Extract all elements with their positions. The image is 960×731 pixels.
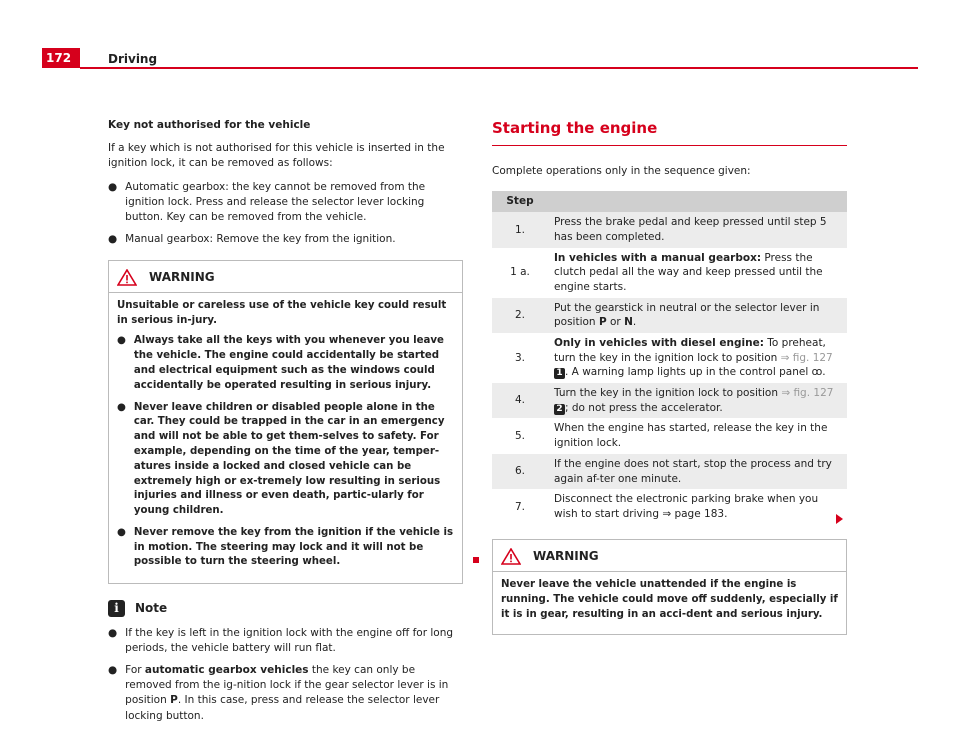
intro-text: If a key which is not authorised for this vehicle is inserted in the ignition lock, it can be removed as follows: [108,142,445,170]
page-number: 172 [42,48,80,68]
warning-title: WARNING [149,269,215,284]
step-column-header: Step [492,191,548,212]
right-column [492,118,847,635]
warning-text: Never leave the vehicle unattended if the engine is running. The vehicle could move off suddenly, especially if it is in gear, resulting in an acci-dent and serious injury. [501,578,838,620]
list-item: ● For automatic gearbox vehicles the key can only be removed from the ig-nition lock if the gear selector lever is in position P. In this case, press and release the selector lever locking button. [108,664,449,722]
table-row: 4. Turn the key in the ignition lock to position ⇒ fig. 127 2 ; do not press the accelerator. [492,383,847,418]
warning-header [109,261,462,293]
figure-reference: ⇒ fig. 127 [781,387,834,400]
table-row: 1. Press the brake pedal and keep pressed until step 5 has been completed. [492,212,847,247]
list-item: ● Always take all the keys with you whenever you leave the vehicle. The engine could accidentally be started and electrical equipment such as the windows could accidentally be operated resulting in serious injury. [117,335,444,391]
warning-body [109,293,462,583]
list-item: ● Never leave children or disabled people alone in the car. They could be trapped in the car in an emergency and will not be able to get them-selves to safety. For example, depending on the time of the year, temper-atures inside a locked and closed vehicle can be extremely high or ex-tremely low resulting in serious injuries and illness or even death, partic-ularly for young children. [117,401,445,517]
continue-arrow-icon [836,514,843,524]
table-row: 5. When the engine has started, release the key in the ignition lock. [514,422,828,450]
left-column [108,118,463,731]
section-heading: Key not authorised for the vehicle [108,119,311,131]
warning-triangle-icon [501,548,521,565]
preheat-lamp-icon: ꝏ [811,366,823,379]
marker-badge: 2 [554,404,565,415]
warning-title: WARNING [533,548,599,563]
list-item: ● Manual gearbox: Remove the key from the ignition. [108,233,396,246]
list-item: ● Automatic gearbox: the key cannot be removed from the ignition lock. Press and release the selector lever locking button. Key can be removed from the vehicle. [108,180,426,224]
chapter-title: Driving [108,52,158,66]
intro-text: Complete operations only in the sequence given: [492,164,751,177]
list-item: ● If the key is left in the ignition lock with the engine off for long periods, the vehicle battery will run flat. [108,626,454,654]
table-row: 1 a. In vehicles with a manual gearbox: Press the clutch pedal all the way and keep pressed until the engine starts. [510,251,823,293]
table-row: 6. If the engine does not start, stop the process and try again af-ter one minute. [492,454,847,489]
table-row: 2. Put the gearstick in neutral or the selector lever in position P or N. [492,298,847,333]
header-rule [80,67,918,69]
note-title: Note [135,601,168,616]
warning-text: Unsuitable or careless use of the vehicle key could result in serious in-jury. [117,299,447,326]
list-item: ● Never remove the key from the ignition if the vehicle is in motion. The steering may lock and it will not be possible to turn the steering wheel. [117,526,454,568]
table-header-row [492,191,847,212]
warning-triangle-icon [117,269,137,286]
warning-header [493,540,846,572]
section-title: Starting the engine [492,118,847,146]
marker-badge: 1 [554,368,565,379]
warning-body [493,572,846,634]
note-header [108,600,463,617]
warning-box [108,260,463,585]
steps-table [492,191,847,525]
info-icon: i [108,600,125,617]
figure-reference: ⇒ fig. 127 [780,351,833,364]
warning-box [492,539,847,636]
section-end-marker [473,557,479,563]
table-row: 3. Only in vehicles with diesel engine: To preheat, turn the key in the ignition lock to position ⇒ fig. 127 1 . A warning lamp lights up in the control panel ꝏ. [514,337,833,379]
table-row: 7. Disconnect the electronic parking brake when you wish to start driving ⇒ page 183. [514,493,819,520]
